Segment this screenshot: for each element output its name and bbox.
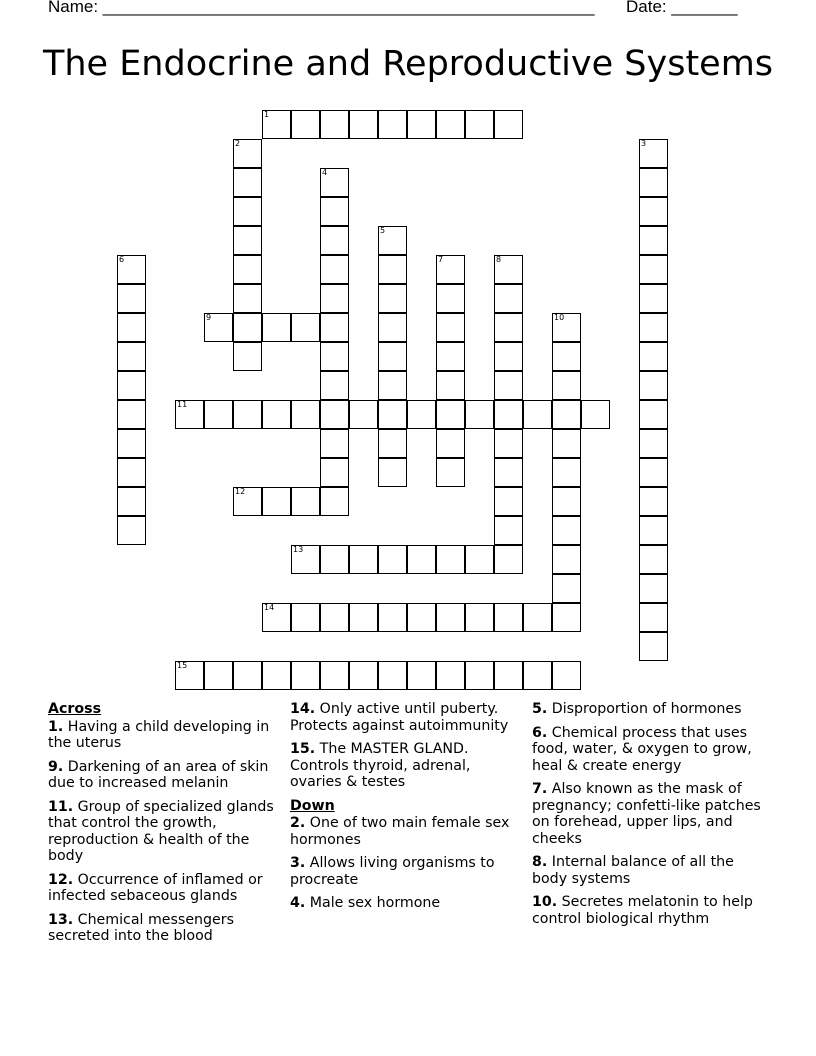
grid-cell[interactable] — [436, 371, 465, 400]
grid-cell[interactable] — [320, 661, 349, 690]
grid-cell[interactable] — [523, 603, 552, 632]
grid-cell[interactable] — [494, 516, 523, 545]
grid-cell[interactable] — [552, 545, 581, 574]
clue-across-11 — [48, 799, 284, 865]
clue-down-5 — [532, 701, 772, 718]
clue-across-14 — [290, 701, 526, 734]
grid-cell[interactable] — [436, 458, 465, 487]
grid-cell[interactable] — [262, 661, 291, 690]
clues-column-2 — [290, 701, 526, 919]
grid-cell[interactable] — [436, 313, 465, 342]
grid-cell[interactable] — [233, 255, 262, 284]
grid-cell[interactable] — [465, 661, 494, 690]
clue-text: Chemical messengers secreted into the blood — [48, 911, 235, 944]
cell-number: 5 — [380, 226, 386, 235]
grid-cell[interactable] — [465, 603, 494, 632]
grid-cell[interactable] — [262, 313, 291, 342]
grid-cell[interactable] — [378, 545, 407, 574]
grid-cell[interactable] — [378, 371, 407, 400]
grid-cell[interactable] — [117, 255, 146, 284]
grid-cell[interactable] — [233, 284, 262, 313]
clue-text: Only active until puberty. Protects against autoimmunity — [290, 701, 509, 734]
grid-cell[interactable] — [378, 313, 407, 342]
grid-cell[interactable] — [407, 110, 436, 139]
grid-cell[interactable] — [523, 400, 552, 429]
grid-cell[interactable] — [436, 545, 465, 574]
grid-cell[interactable] — [233, 313, 262, 342]
grid-cell[interactable] — [436, 110, 465, 139]
grid-cell[interactable] — [639, 487, 668, 516]
grid-cell[interactable] — [320, 313, 349, 342]
grid-cell[interactable] — [436, 661, 465, 690]
clue-number: 13. — [48, 911, 74, 928]
grid-cell[interactable] — [233, 139, 262, 168]
clue-text: Disproportion of hormones — [551, 701, 742, 717]
grid-cell[interactable] — [639, 371, 668, 400]
grid-cell[interactable] — [233, 226, 262, 255]
grid-cell[interactable] — [407, 603, 436, 632]
grid-cell[interactable] — [465, 545, 494, 574]
clue-number: 8. — [532, 854, 548, 870]
clue-number: 10. — [532, 894, 558, 910]
grid-cell[interactable] — [494, 603, 523, 632]
clue-number: 1. — [48, 718, 64, 735]
cell-number: 9 — [206, 313, 212, 322]
grid-cell[interactable] — [320, 400, 349, 429]
grid-cell[interactable] — [378, 255, 407, 284]
grid-cell[interactable] — [233, 487, 262, 516]
grid-cell[interactable] — [291, 603, 320, 632]
clue-number: 7. — [532, 781, 548, 797]
clue-number: 15. — [290, 741, 316, 757]
clue-down-3 — [290, 855, 526, 888]
grid-cell[interactable] — [117, 342, 146, 371]
grid-cell[interactable] — [320, 197, 349, 226]
grid-cell[interactable] — [262, 110, 291, 139]
grid-cell[interactable] — [378, 110, 407, 139]
grid-cell[interactable] — [378, 226, 407, 255]
clue-across-13 — [48, 912, 284, 945]
clue-number: 4. — [290, 895, 306, 911]
grid-cell[interactable] — [320, 342, 349, 371]
grid-cell[interactable] — [494, 545, 523, 574]
grid-cell[interactable] — [262, 400, 291, 429]
grid-cell[interactable] — [407, 400, 436, 429]
grid-cell[interactable] — [320, 429, 349, 458]
grid-cell[interactable] — [581, 400, 610, 429]
clue-number: 2. — [290, 815, 306, 831]
grid-cell[interactable] — [639, 603, 668, 632]
cell-number: 11 — [177, 400, 188, 409]
clues-column-1 — [48, 701, 284, 952]
grid-cell[interactable] — [233, 342, 262, 371]
grid-cell[interactable] — [639, 255, 668, 284]
grid-cell[interactable] — [320, 284, 349, 313]
clue-number: 6. — [532, 724, 548, 741]
grid-cell[interactable] — [262, 603, 291, 632]
grid-cell[interactable] — [639, 226, 668, 255]
grid-cell[interactable] — [204, 400, 233, 429]
grid-cell[interactable] — [552, 487, 581, 516]
grid-cell[interactable] — [639, 458, 668, 487]
cell-number: 10 — [554, 313, 565, 322]
grid-cell[interactable] — [291, 313, 320, 342]
clue-down-10 — [532, 894, 772, 927]
grid-cell[interactable] — [494, 284, 523, 313]
grid-cell[interactable] — [117, 371, 146, 400]
grid-cell[interactable] — [320, 110, 349, 139]
date-field[interactable]: Date: _______ — [626, 0, 738, 16]
grid-cell[interactable] — [436, 603, 465, 632]
grid-cell[interactable] — [407, 545, 436, 574]
grid-cell[interactable] — [436, 429, 465, 458]
cell-number: 3 — [641, 139, 647, 148]
grid-cell[interactable] — [320, 168, 349, 197]
grid-cell[interactable] — [639, 400, 668, 429]
clue-across-1 — [48, 719, 284, 752]
grid-cell[interactable] — [639, 313, 668, 342]
grid-cell[interactable] — [436, 284, 465, 313]
grid-cell[interactable] — [291, 661, 320, 690]
grid-cell[interactable] — [494, 313, 523, 342]
grid-cell[interactable] — [494, 255, 523, 284]
grid-cell[interactable] — [494, 110, 523, 139]
grid-cell[interactable] — [378, 342, 407, 371]
name-field[interactable]: Name: ____________________________________________________ — [48, 0, 595, 16]
clue-number: 9. — [48, 758, 64, 775]
grid-cell[interactable] — [117, 458, 146, 487]
grid-cell[interactable] — [233, 661, 262, 690]
grid-cell[interactable] — [378, 284, 407, 313]
grid-cell[interactable] — [639, 516, 668, 545]
grid-cell[interactable] — [378, 429, 407, 458]
grid-cell[interactable] — [175, 400, 204, 429]
clue-down-2 — [290, 815, 526, 848]
grid-cell[interactable] — [291, 400, 320, 429]
grid-cell[interactable] — [552, 400, 581, 429]
grid-cell[interactable] — [639, 632, 668, 661]
grid-cell[interactable] — [233, 400, 262, 429]
grid-cell[interactable] — [117, 400, 146, 429]
grid-cell[interactable] — [320, 603, 349, 632]
clue-number: 5. — [532, 701, 548, 717]
grid-cell[interactable] — [378, 603, 407, 632]
grid-cell[interactable] — [639, 545, 668, 574]
grid-cell[interactable] — [349, 661, 378, 690]
clue-number: 11. — [48, 798, 74, 815]
grid-cell[interactable] — [320, 255, 349, 284]
grid-cell[interactable] — [117, 313, 146, 342]
cell-number: 6 — [119, 255, 125, 264]
cell-number: 14 — [264, 603, 275, 612]
grid-cell[interactable] — [117, 516, 146, 545]
grid-cell[interactable] — [233, 168, 262, 197]
cell-number: 8 — [496, 255, 502, 264]
clue-text: Allows living organisms to procreate — [290, 855, 495, 888]
grid-cell[interactable] — [639, 139, 668, 168]
across-heading: Across — [48, 701, 102, 717]
grid-cell[interactable] — [494, 371, 523, 400]
clue-across-15 — [290, 741, 526, 791]
clues-column-3 — [532, 701, 772, 934]
grid-cell[interactable] — [117, 429, 146, 458]
grid-cell[interactable] — [494, 458, 523, 487]
grid-cell[interactable] — [494, 487, 523, 516]
cell-number: 13 — [293, 545, 304, 554]
grid-cell[interactable] — [436, 342, 465, 371]
clue-across-9 — [48, 759, 284, 792]
grid-cell[interactable] — [552, 516, 581, 545]
grid-cell[interactable] — [407, 661, 436, 690]
grid-cell[interactable] — [117, 487, 146, 516]
down-heading: Down — [290, 797, 335, 814]
clue-across-12 — [48, 872, 284, 905]
grid-cell[interactable] — [349, 603, 378, 632]
clue-text: Internal balance of all the body systems — [532, 854, 734, 887]
page-title: The Endocrine and Reproductive Systems — [42, 44, 774, 84]
cell-number: 7 — [438, 255, 444, 264]
cell-number: 15 — [177, 661, 188, 670]
clue-text: Having a child developing in the uterus — [48, 718, 270, 751]
grid-cell[interactable] — [494, 429, 523, 458]
grid-cell[interactable] — [349, 400, 378, 429]
clue-down-8 — [532, 854, 772, 887]
grid-cell[interactable] — [378, 661, 407, 690]
grid-cell[interactable] — [291, 487, 320, 516]
grid-cell[interactable] — [494, 661, 523, 690]
grid-cell[interactable] — [552, 661, 581, 690]
grid-cell[interactable] — [639, 197, 668, 226]
clue-down-6 — [532, 725, 772, 775]
clue-text: Occurrence of inflamed or infected sebaceous glands — [48, 871, 263, 904]
cell-number: 12 — [235, 487, 246, 496]
clue-text: The MASTER GLAND. Controls thyroid, adrenal, ovaries & testes — [290, 741, 471, 790]
clue-text: Secretes melatonin to help control biological rhythm — [532, 894, 753, 927]
grid-cell[interactable] — [552, 574, 581, 603]
clue-text: Also known as the mask of pregnancy; confetti-like patches on forehead, upper lips, and cheeks — [532, 781, 761, 847]
grid-cell[interactable] — [349, 545, 378, 574]
grid-cell[interactable] — [639, 342, 668, 371]
clue-number: 12. — [48, 871, 74, 888]
grid-cell[interactable] — [320, 487, 349, 516]
grid-cell[interactable] — [320, 545, 349, 574]
grid-cell[interactable] — [204, 661, 233, 690]
cell-number: 4 — [322, 168, 328, 177]
grid-cell[interactable] — [262, 487, 291, 516]
grid-cell[interactable] — [117, 284, 146, 313]
clue-text: Group of specialized glands that control the growth, reproduction & health of the body — [48, 798, 274, 864]
grid-cell[interactable] — [320, 226, 349, 255]
clue-text: Darkening of an area of skin due to increased melanin — [48, 758, 269, 791]
clue-down-4 — [290, 895, 526, 912]
grid-cell[interactable] — [291, 110, 320, 139]
grid-cell[interactable] — [639, 429, 668, 458]
grid-cell[interactable] — [639, 284, 668, 313]
grid-cell[interactable] — [378, 458, 407, 487]
grid-cell[interactable] — [175, 661, 204, 690]
grid-cell[interactable] — [204, 313, 233, 342]
grid-cell[interactable] — [436, 400, 465, 429]
grid-cell[interactable] — [552, 458, 581, 487]
grid-cell[interactable] — [552, 371, 581, 400]
grid-cell[interactable] — [349, 110, 378, 139]
grid-cell[interactable] — [320, 371, 349, 400]
clue-down-7 — [532, 781, 772, 847]
grid-cell[interactable] — [552, 313, 581, 342]
grid-cell[interactable] — [465, 400, 494, 429]
grid-cell[interactable] — [552, 342, 581, 371]
cell-number: 2 — [235, 139, 241, 148]
grid-cell[interactable] — [494, 400, 523, 429]
grid-cell[interactable] — [291, 545, 320, 574]
grid-cell[interactable] — [465, 110, 494, 139]
grid-cell[interactable] — [552, 603, 581, 632]
clue-text: Male sex hormone — [309, 895, 441, 911]
grid-cell[interactable] — [523, 661, 552, 690]
grid-cell[interactable] — [552, 429, 581, 458]
clue-text: One of two main female sex hormones — [290, 815, 510, 848]
cell-number: 1 — [264, 110, 270, 119]
clue-text: Chemical process that uses food, water, & oxygen to grow, heal & create energy — [532, 724, 752, 774]
grid-cell[interactable] — [494, 342, 523, 371]
grid-cell[interactable] — [639, 168, 668, 197]
grid-cell[interactable] — [639, 574, 668, 603]
clue-number: 14. — [290, 701, 316, 717]
grid-cell[interactable] — [233, 197, 262, 226]
grid-cell[interactable] — [378, 400, 407, 429]
grid-cell[interactable] — [436, 255, 465, 284]
clue-number: 3. — [290, 855, 306, 871]
grid-cell[interactable] — [320, 458, 349, 487]
